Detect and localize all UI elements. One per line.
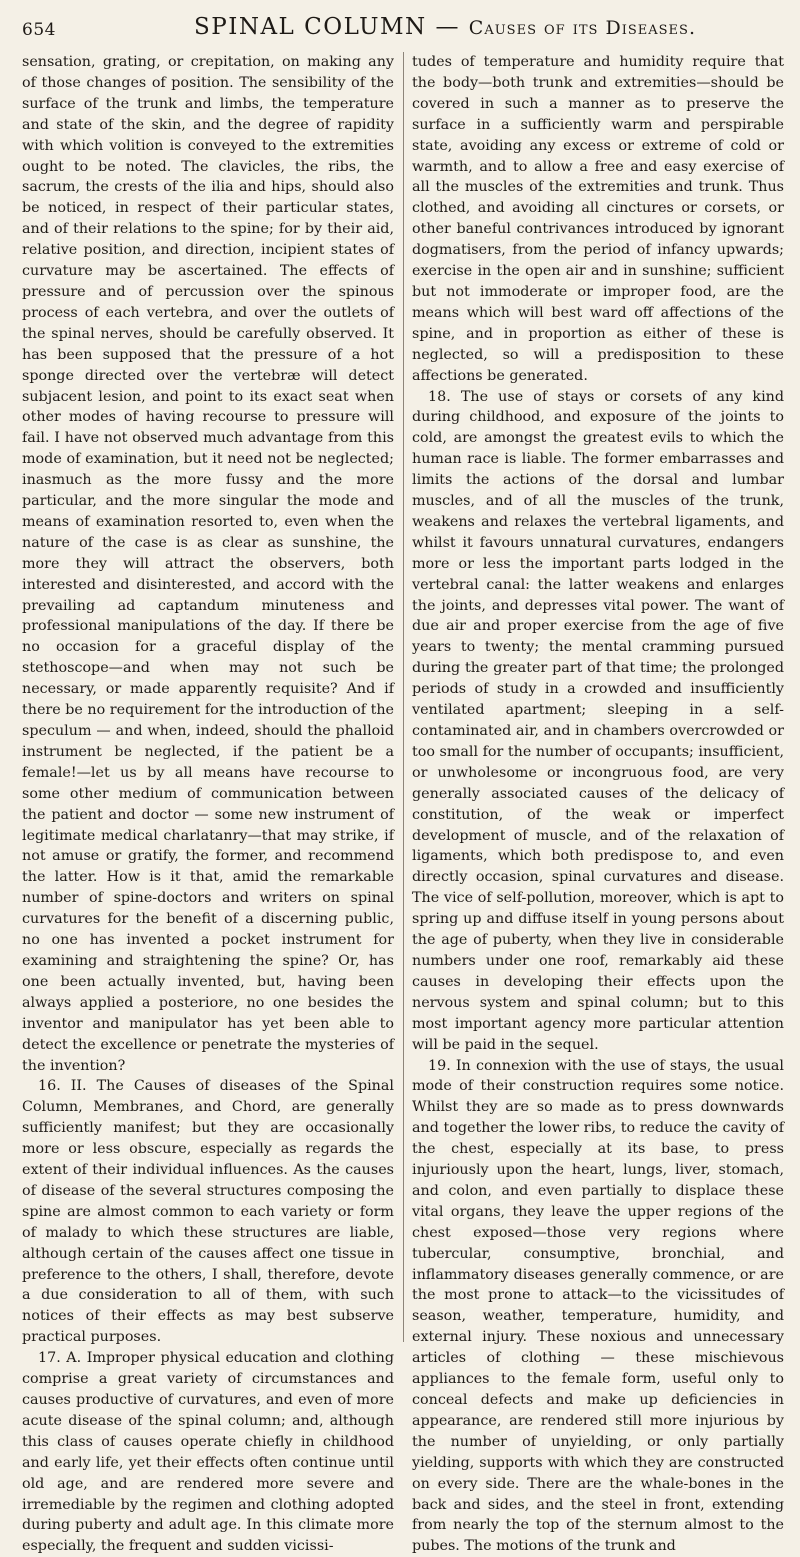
running-header [0,10,800,44]
left-column [22,52,394,1342]
paragraph: tudes of temperature and humidity require that the body—both trunk and extremities—should be covered in such a manner as to preserve the surface in a sufficiently warm and perspirable state, avoiding any excess or extreme of cold or warmth, and to allow a free and easy exercise of all the muscles of the extremities and trunk. Thus clothed, and avoiding all cinctures or corsets, or other baneful contrivances introduced by ignorant dogmatisers, from the period of infancy upwards; exercise in the open air and in sunshine; sufficient but not immoderate or improper food, are the means which will best ward off affections of the spine, and in proportion as either of these is neglected, so will a predisposition to these affections be generated. [412,52,784,387]
running-title-main: SPINAL COLUMN — [194,14,460,40]
text-columns [22,52,784,1342]
paragraph: 16. II. The Causes of diseases of the Spinal Column, Membranes, and Chord, are generally sufficiently manifest; but they are occasionally more or less obscure, especially as regards the extent of their individual influences. As the causes of disease of the several structures composing the spine are almost common to each variety or form of malady to which these structures are liable, although certain of the causes affect one tissue in preference to the others, I shall, therefore, devote a due consideration to all of them, with such notices of their effects as may best subserve practical purposes. [22,1076,394,1348]
paragraph: sensation, grating, or crepitation, on making any of those changes of position. The sensibility of the surface of the trunk and limbs, the temperature and state of the skin, and the degree of rapidity with which volition is conveyed to the extremities ought to be noted. The clavicles, the ribs, the sacrum, the crests of the ilia and hips, should also be noticed, in respect of their particular states, and of their relations to the spine; for by their aid, relative position, and direction, incipient states of curvature may be ascertained. The effects of pressure and of percussion over the spinous process of each vertebra, and over the outlets of the spinal nerves, should be carefully observed. It has been supposed that the pressure of a hot sponge directed over the vertebræ will detect subjacent lesion, and point to its exact seat when other modes of having recourse to pressure will fail. I have not observed much advantage from this mode of examination, but it need not be neglected; inasmuch as the more fussy and the more particular, and the more singular the mode and means of examination resorted to, even when the nature of the case is as clear as sunshine, the more they will attract the observers, both interested and disinterested, and accord with the prevailing ad captandum minuteness and professional manipulations of the day. If there be no occasion for a graceful display of the stethoscope—and when may not such be necessary, or made apparently requisite? And if there be no requirement for the introduction of the speculum — and when, indeed, should the phalloid instrument be neglected, if the patient be a female!—let us by all means have recourse to some other medium of communication between the patient and doctor — some new instrument of legitimate medical charlatanry—that may strike, if not amuse or gratify, the former, and recommend the latter. How is it that, amid the remarkable number of spine-doctors and writers on spinal curvatures for the benefit of a discerning public, no one has invented a pocket instrument for examining and straightening the spine? Or, has one been actually invented, but, having been always applied a posteriore, no one besides the inventor and manipulator has yet been able to detect the excellence or penetrate the mysteries of the invention? [22,52,394,1076]
page-number: 654 [22,20,56,40]
column-divider [403,52,404,1342]
paragraph: 17. A. Improper physical education and clothing comprise a great variety of circumstances and causes productive of curvatures, and even of more acute disease of the spinal column; and, although this class of causes operate chiefly in childhood and early life, yet their effects often continue until old age, and are rendered more severe and irremediable by the regimen and clothing adopted during puberty and adult age. In this climate more especially, the frequent and sudden vicissi- [22,1348,394,1557]
paragraph: 19. In connexion with the use of stays, the usual mode of their construction requires some notice. Whilst they are so made as to press downwards and together the lower ribs, to reduce the cavity of the chest, especially at its base, to press injuriously upon the heart, lungs, liver, stomach, and colon, and even partially to displace these vital organs, they leave the upper regions of the chest exposed—those very regions where tubercular, consumptive, bronchial, and inflammatory diseases generally commence, or are the most prone to attack—to the vicissitudes of season, weather, temperature, humidity, and external injury. These noxious and unnecessary articles of clothing — these mischievous appliances to the female form, useful only to conceal defects and make up deficiencies in appearance, are rendered still more injurious by the number of unyielding, or only partially yielding, supports with which they are constructed on every side. There are the whale-bones in the back and sides, and the steel in front, extending from nearly the top of the sternum almost to the pubes. The motions of the trunk and [412,1056,784,1557]
running-title-causes: Causes of its Diseases. [469,17,696,39]
paragraph: 18. The use of stays or corsets of any kind during childhood, and exposure of the joints to cold, are amongst the greatest evils to which the human race is liable. The former embarrasses and limits the actions of the dorsal and lumbar muscles, and of all the muscles of the trunk, weakens and relaxes the vertebral ligaments, and whilst it favours unnatural curvatures, endangers more or less the important parts lodged in the vertebral canal: the latter weakens and enlarges the joints, and depresses vital power. The want of due air and proper exercise from the age of five years to twenty; the mental cramming pursued during the greater part of that time; the prolonged periods of study in a crowded and insufficiently ventilated apartment; sleeping in a self-contaminated air, and in chambers overcrowded or too small for the number of occupants; insufficient, or unwholesome or incongruous food, are very generally associated causes of the delicacy of constitution, of the weak or imperfect development of muscle, and of the relaxation of ligaments, which both predispose to, and even directly occasion, spinal curvatures and disease. The vice of self-pollution, moreover, which is apt to spring up and diffuse itself in young persons about the age of puberty, when they live in considerable numbers under one roof, remarkably aid these causes in developing their effects upon the nervous system and spinal column; but to this most important agency more particular attention will be paid in the sequel. [412,387,784,1056]
running-title [100,14,790,40]
right-column [412,52,784,1342]
